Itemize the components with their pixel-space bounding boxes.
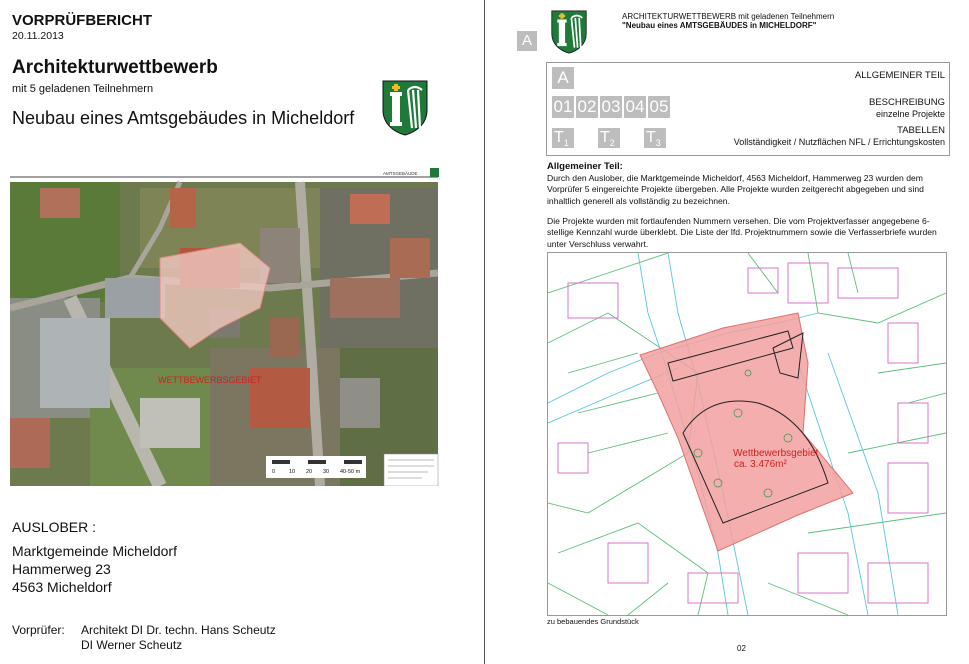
aerial-photo-map [10,168,440,486]
page-letter-badge: A [517,31,537,51]
participants-line: mit 5 geladenen Teilnehmern [12,83,154,95]
tabellen-label: TABELLEN [897,125,945,136]
scale-tick-0: 0 [272,469,276,475]
auslober-line-3: 4563 Micheldorf [12,579,112,595]
micheldorf-crest-small-icon [551,10,587,54]
project-number-01: 01 [553,97,573,116]
scale-tick-2: 20 [306,469,313,475]
project-number-02: 02 [577,97,597,116]
report-date: 20.11.2013 [12,30,64,42]
map-area-label: WETTBEWERBSGEBIET [158,375,262,385]
auslober-line-2: Hammerweg 23 [12,561,111,577]
project-number-03: 03 [601,97,621,116]
plan-area-label: Wettbewerbsgebiet [733,448,819,459]
table-badge-t3: $T_3$ [644,128,666,148]
einzelne-projekte-label: einzelne Projekte [875,109,945,119]
aerial-photo-graphic [10,168,440,486]
beschreibung-label: BESCHREIBUNG [868,97,945,108]
project-number-05: 05 [649,97,669,116]
page-divider [484,0,485,664]
map-header-text: AMTSGEBÄUDE [383,171,418,176]
allgemeiner-teil-label: ALLGEMEINER TEIL [854,70,945,81]
table-badge-t1: $T_1$ [552,128,574,148]
scale-tick-1: 10 [289,469,296,475]
report-title: VORPRÜFBERICHT [12,12,153,29]
left-page [0,0,484,664]
right-page [486,0,969,664]
table-badge-t2: $T_2$ [598,128,620,148]
paragraph-1: Durch den Auslober, die Marktgemeinde Micheldorf, 4563 Micheldorf, Hammerweg 23 wurden dem Vorprüfer 5 eingereichte Projekte übergeben. Alle Projekte wurden zeitgerecht abgegeben und sind inhaltlich generell als vollständig zu bezeichnen. [547,173,924,206]
header-line-2: "Neubau eines AMTSGEBÄUDES in MICHELDORF" [622,21,817,30]
page-number: 02 [737,644,746,653]
tabellen-sub-label: Vollständigkeit / Nutzflächen NFL / Errichtungskosten [733,137,945,147]
section-heading: Allgemeiner Teil: [547,161,623,172]
section-overview-box [546,62,950,156]
site-plan-graphic [548,253,946,615]
vorpruefer-line-2: DI Werner Scheutz [81,638,183,652]
site-plan [547,252,947,616]
project-number-04: 04 [625,97,645,116]
micheldorf-crest-icon [382,80,428,136]
plan-area-size: ca. 3.476m² [734,459,787,470]
auslober-heading: AUSLOBER : [12,519,97,535]
project-title: Neubau eines Amtsgebäudes in Micheldorf [12,108,355,128]
paragraph-2: Die Projekte wurden mit fortlaufenden Nummern versehen. Die vom Projektverfasser angegebene 6-stellige Kennzahl wurde überklebt. Die Liste der lfd. Projektnummern sowie die Verfasserbriefe wurden unter Verschluss verwahrt. [547,216,937,249]
section-letter: A [552,67,574,89]
scale-tick-4: 40-50 m [340,469,361,475]
vorpruefer-label: Vorprüfer: [12,623,65,637]
header-line-1: ARCHITEKTURWETTBEWERB mit geladenen Teilnehmern [622,12,835,21]
plan-caption: zu bebauendes Grundstück [547,617,639,626]
competition-title: Architekturwettbewerb [12,57,218,78]
scale-tick-3: 30 [323,469,330,475]
auslober-line-1: Marktgemeinde Micheldorf [12,543,177,559]
vorpruefer-line-1: Architekt DI Dr. techn. Hans Scheutz [81,623,276,637]
